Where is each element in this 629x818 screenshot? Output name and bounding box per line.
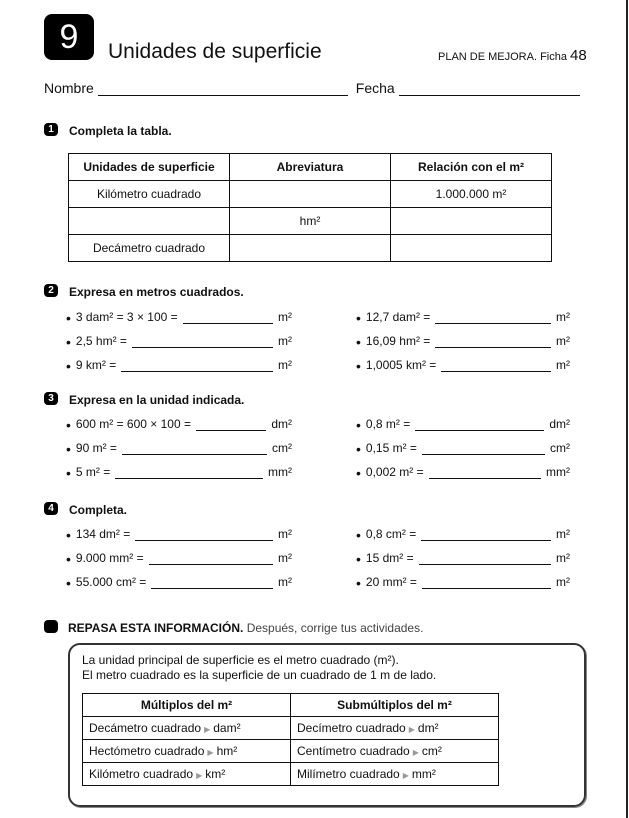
unit-number-badge: 9 [44, 14, 94, 60]
unit-name: Hectómetro cuadrado [89, 744, 205, 758]
bullet-icon: • [356, 334, 361, 350]
answer-field[interactable] [435, 336, 551, 348]
review-cell [83, 740, 291, 763]
table-cell-input[interactable] [230, 235, 391, 262]
item-expression: 0,8 cm² = [365, 527, 417, 541]
answer-field[interactable] [196, 419, 266, 431]
units-table [68, 153, 552, 262]
review-title: REPASA ESTA INFORMACIÓN. [68, 621, 244, 635]
bullet-icon: • [356, 358, 361, 374]
bullet-icon: • [356, 527, 361, 543]
unit-name: Decámetro cuadrado [89, 721, 202, 735]
review-row [83, 717, 499, 740]
item-unit: mm² [268, 465, 292, 479]
item-expression: 5 m² = [75, 465, 111, 479]
ex4-item [356, 527, 570, 541]
exercise-2-number: 2 [44, 284, 58, 297]
ex2-item [66, 310, 292, 324]
bullet-icon: • [66, 441, 71, 457]
item-unit: m² [556, 575, 570, 589]
bullet-icon: • [356, 441, 361, 457]
ex4-item [66, 527, 292, 541]
bullet-icon: • [66, 551, 71, 567]
bullet-icon: • [356, 465, 361, 481]
bullet-icon: • [66, 310, 71, 326]
item-unit: m² [278, 527, 292, 541]
item-unit: m² [278, 310, 292, 324]
unit-name: Kilómetro cuadrado [89, 767, 194, 781]
table-cell: hm² [230, 208, 391, 235]
table-header: Abreviatura [230, 154, 391, 181]
exercise-1-number: 1 [44, 123, 58, 136]
item-expression: 2,5 hm² = [75, 334, 127, 348]
answer-field[interactable] [422, 443, 545, 455]
name-field[interactable] [98, 82, 348, 96]
exercise-3-number: 3 [44, 392, 58, 405]
review-line-2: El metro cuadrado es la superficie de un cuadrado de 1 m de lado. [82, 668, 437, 682]
bullet-icon: • [66, 334, 71, 350]
item-expression: 600 m² = 600 × 100 = [75, 417, 191, 431]
bullet-icon: • [66, 465, 71, 481]
ex2-item [356, 310, 570, 324]
bullet-icon: • [356, 551, 361, 567]
answer-field[interactable] [435, 312, 551, 324]
review-header: Submúltiplos del m² [291, 694, 499, 717]
table-cell-input[interactable] [391, 208, 552, 235]
unit-name: Centímetro cuadrado [297, 744, 410, 758]
plan-label [438, 47, 587, 64]
table-cell-input[interactable] [391, 235, 552, 262]
item-expression: 20 mm² = [365, 575, 417, 589]
item-expression: 3 dam² = 3 × 100 = [75, 310, 178, 324]
exercise-2-instruction: Expresa en metros cuadrados. [69, 285, 244, 299]
bullet-icon: • [66, 575, 71, 591]
item-unit: m² [556, 358, 570, 372]
unit-name: Decímetro cuadrado [297, 721, 406, 735]
item-expression: 1,0005 km² = [365, 358, 437, 372]
unit-abbr: cm² [421, 744, 442, 758]
answer-field[interactable] [429, 467, 541, 479]
date-label: Fecha [355, 80, 395, 96]
unit-abbr: dam² [213, 721, 241, 735]
exercise-4-instruction: Completa. [69, 503, 128, 517]
item-unit: m² [278, 334, 292, 348]
ex3-item [66, 441, 292, 455]
ex4-item [356, 575, 570, 589]
ex2-item [356, 334, 570, 348]
item-unit: cm² [272, 441, 292, 455]
ex3-item [66, 417, 292, 431]
bullet-icon: • [356, 417, 361, 433]
ex4-item [356, 551, 570, 565]
item-expression: 9.000 mm² = [75, 551, 144, 565]
review-cell [83, 763, 291, 786]
answer-field[interactable] [122, 443, 267, 455]
answer-field[interactable] [151, 577, 273, 589]
review-cell [291, 717, 499, 740]
item-unit: dm² [549, 417, 570, 431]
item-expression: 0,8 m² = [365, 417, 411, 431]
ex3-item [66, 465, 292, 479]
answer-field[interactable] [135, 529, 273, 541]
item-expression: 55.000 cm² = [75, 575, 147, 589]
item-expression: 9 km² = [75, 358, 117, 372]
ex2-item [66, 334, 292, 348]
table-cell: Decámetro cuadrado [69, 235, 230, 262]
answer-field[interactable] [149, 553, 273, 565]
ex3-item [356, 465, 570, 479]
ex2-item [356, 358, 570, 372]
table-header: Unidades de superficie [69, 154, 230, 181]
arrow-right-icon: ▶ [412, 748, 419, 757]
item-unit: cm² [550, 441, 570, 455]
table-cell-input[interactable] [69, 208, 230, 235]
item-expression: 15 dm² = [365, 551, 414, 565]
review-box [68, 643, 586, 807]
item-unit: mm² [546, 465, 570, 479]
item-unit: m² [556, 551, 570, 565]
exercise-1-instruction: Completa la tabla. [69, 124, 172, 138]
review-text [82, 653, 436, 683]
item-unit: m² [556, 310, 570, 324]
review-row [83, 763, 499, 786]
arrow-right-icon: ▶ [207, 748, 214, 757]
table-header: Relación con el m² [391, 154, 552, 181]
item-unit: m² [278, 551, 292, 565]
unit-abbr: mm² [411, 767, 436, 781]
arrow-right-icon: ▶ [196, 771, 203, 780]
review-header: Múltiplos del m² [83, 694, 291, 717]
review-cell [83, 717, 291, 740]
review-cell [291, 763, 499, 786]
review-marker-icon [44, 620, 58, 633]
item-expression: 90 m² = [75, 441, 117, 455]
arrow-right-icon: ▶ [204, 725, 211, 734]
exercise-4-number: 4 [44, 502, 58, 515]
bullet-icon: • [66, 358, 71, 374]
review-row [83, 740, 499, 763]
exercise-3-instruction: Expresa en la unidad indicada. [69, 393, 245, 407]
item-unit: m² [556, 527, 570, 541]
arrow-right-icon: ▶ [408, 725, 415, 734]
item-expression: 0,002 m² = [365, 465, 424, 479]
answer-field[interactable] [121, 360, 273, 372]
table-cell: Kilómetro cuadrado [69, 181, 230, 208]
answer-field[interactable] [419, 553, 551, 565]
date-field[interactable] [399, 82, 580, 96]
ex3-item [356, 417, 570, 431]
page-title: Unidades de superficie [108, 40, 322, 63]
unit-abbr: km² [205, 767, 226, 781]
answer-field[interactable] [441, 360, 551, 372]
name-date-row [44, 80, 580, 96]
bullet-icon: • [66, 527, 71, 543]
bullet-icon: • [66, 417, 71, 433]
ex2-item [66, 358, 292, 372]
page-border [626, 0, 628, 818]
arrow-right-icon: ▶ [402, 771, 409, 780]
item-unit: m² [278, 575, 292, 589]
item-expression: 134 dm² = [75, 527, 131, 541]
name-label: Nombre [44, 80, 94, 96]
unit-abbr: hm² [216, 744, 238, 758]
unit-name: Milímetro cuadrado [297, 767, 400, 781]
unit-abbr: dm² [417, 721, 439, 735]
item-expression: 0,15 m² = [365, 441, 417, 455]
bullet-icon: • [356, 575, 361, 591]
ex4-item [66, 575, 292, 589]
review-line-1: La unidad principal de superficie es el metro cuadrado (m²). [82, 653, 399, 667]
review-heading [68, 621, 423, 635]
item-unit: m² [278, 358, 292, 372]
answer-field[interactable] [115, 467, 263, 479]
table-cell: 1.000.000 m² [391, 181, 552, 208]
table-cell-input[interactable] [230, 181, 391, 208]
plan-text: PLAN DE MEJORA. Ficha [438, 51, 567, 63]
item-unit: m² [556, 334, 570, 348]
ficha-number: 48 [570, 47, 587, 64]
item-expression: 12,7 dam² = [365, 310, 431, 324]
review-table [82, 693, 499, 786]
item-expression: 16,09 hm² = [365, 334, 431, 348]
ex4-item [66, 551, 292, 565]
answer-field[interactable] [421, 529, 551, 541]
item-unit: dm² [271, 417, 292, 431]
answer-field[interactable] [132, 336, 273, 348]
answer-field[interactable] [415, 419, 544, 431]
review-subtitle: Después, corrige tus actividades. [246, 621, 424, 635]
answer-field[interactable] [422, 577, 551, 589]
bullet-icon: • [356, 310, 361, 326]
review-cell [291, 740, 499, 763]
answer-field[interactable] [183, 312, 273, 324]
ex3-item [356, 441, 570, 455]
